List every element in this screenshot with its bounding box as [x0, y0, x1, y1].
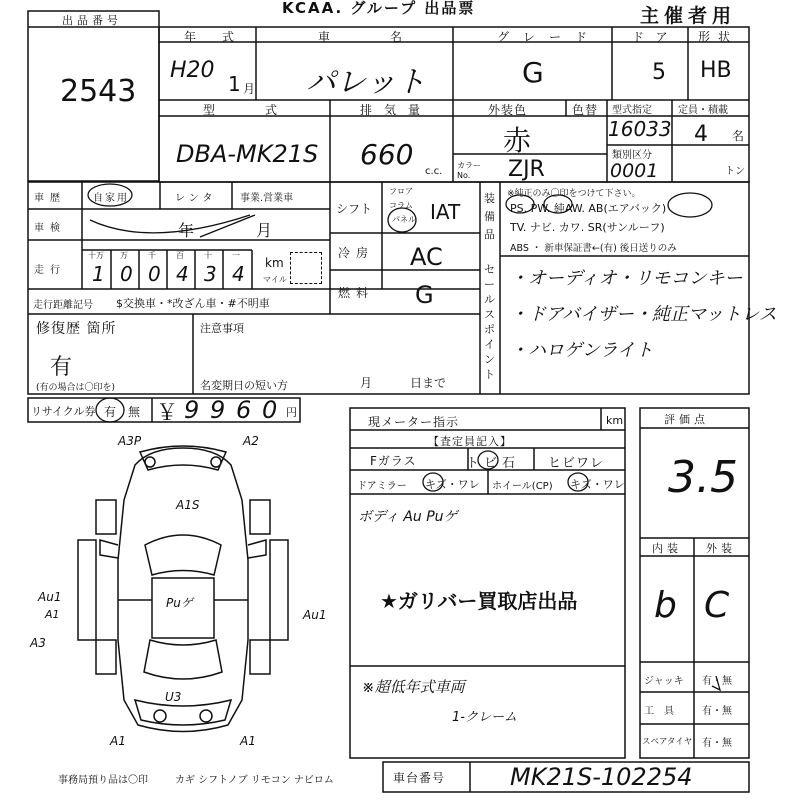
- outer-value: C: [704, 585, 730, 626]
- mileage-label: 走行: [34, 265, 66, 276]
- diagram-mark-left-au1: Au1: [38, 590, 62, 604]
- door-value: 5: [652, 60, 666, 85]
- meter-unit: km: [606, 414, 624, 427]
- spare-opts[interactable]: 有・無: [702, 738, 732, 749]
- inspector-title: 【査定員記入】: [428, 435, 512, 448]
- glass-chip: トビ石: [466, 456, 521, 471]
- shift-floor[interactable]: フロア: [389, 187, 413, 196]
- recycle-no[interactable]: 無: [128, 405, 141, 419]
- mirror-opts: キズ・ワレ: [425, 478, 480, 491]
- inner-value: b: [654, 585, 677, 626]
- mileage-unit-1: 一: [232, 251, 240, 260]
- color-no-label: カラーNo.: [457, 161, 481, 180]
- inspector-note-claim: 1-クレーム: [452, 710, 517, 725]
- diagram-mark-a2: A2: [243, 434, 259, 448]
- recycle-digit-1: 9: [210, 396, 226, 424]
- shape-value: HB: [700, 58, 732, 83]
- selling-line-1: ・オーディオ・リモコンキー: [510, 268, 743, 289]
- year-label: 年式: [184, 30, 261, 44]
- color-change-label: 色替: [572, 103, 599, 117]
- recycle-digit-2: 6: [236, 396, 252, 424]
- inspector-note-old: ※超低年式車両: [362, 678, 465, 696]
- keys-note: 事務局預り品は〇印: [58, 775, 148, 786]
- shift-column[interactable]: コラム: [389, 201, 413, 210]
- type-value: 16033: [608, 117, 672, 141]
- diagram-mark-u3: U3: [165, 690, 182, 704]
- mileage-unit-100: 百: [176, 251, 184, 260]
- inspection-month-unit: 月: [256, 221, 274, 240]
- diagram-mark-bottom-a1-right: A1: [240, 734, 256, 748]
- mileage-digit-3: 4: [176, 262, 189, 286]
- color-label: 外装色: [488, 103, 528, 117]
- mileage-unit-10: 十: [204, 251, 212, 260]
- inspection-label: 車検: [34, 223, 66, 234]
- shape-label: 形状: [698, 30, 739, 44]
- inspector-note-body: ボディ Au Puゲ: [358, 509, 458, 525]
- recycle-yen-mark: ￥: [156, 401, 179, 426]
- capacity-unit: 名: [732, 129, 746, 143]
- equipment-row3: ABS ・ 新車保証書←(有) 後日送りのみ: [510, 243, 677, 254]
- mileage-digit-0: 1: [92, 262, 105, 286]
- caution-month-unit: 月: [360, 376, 374, 390]
- class-label: 類別区分: [612, 150, 652, 161]
- mileage-unit-10k: 万: [120, 251, 128, 260]
- mirror-label: ドアミラー: [357, 481, 407, 492]
- history-business[interactable]: 事業.営業車: [240, 193, 294, 204]
- recycle-digit-0: 9: [184, 396, 200, 424]
- wheel-label: ホイール(CP): [492, 481, 553, 492]
- selling-line-3: ・ハロゲンライト: [510, 340, 654, 361]
- fuel-label: 燃料: [338, 286, 375, 300]
- diagram-mark-a1s: A1S: [176, 498, 200, 512]
- diagram-mark-left-a1: A1: [45, 608, 60, 621]
- spare-label: スペアタイヤ: [642, 737, 693, 747]
- mileage-note-label: 走行距離記号: [33, 300, 93, 311]
- gulliver-stamp: ★ガリバー買取店出品: [380, 589, 578, 613]
- color-value: 赤: [503, 124, 532, 157]
- tool-label: 工具: [644, 706, 684, 717]
- organizer-label: 主催者用: [640, 5, 737, 27]
- chassis-label: 車台番号: [393, 771, 446, 785]
- shift-label: シフト: [336, 202, 373, 216]
- year-value: H20: [170, 58, 215, 83]
- glass-label: Fガラス: [370, 454, 417, 468]
- lot-label: 出品番号: [62, 14, 122, 27]
- form-title: KCAA. グループ 出品票: [282, 0, 476, 17]
- glass-crack: ヒビワレ: [548, 456, 605, 471]
- cc-value: 660: [360, 138, 414, 171]
- caution-label: 注意事項: [200, 322, 244, 335]
- inner-label: 内装: [652, 542, 682, 555]
- diagram-mark-bottom-a1-left: A1: [110, 734, 126, 748]
- mileage-digit-2: 0: [148, 262, 161, 286]
- jack-opts[interactable]: 有・無: [702, 676, 732, 687]
- repair-value: 有: [50, 355, 73, 380]
- diagram-mark-roof: Puゲ: [166, 596, 193, 610]
- car-name-value: パレット: [306, 65, 426, 100]
- key-items: カギ シフトノブ リモコン ナビロム: [175, 775, 334, 786]
- wheel-opts: キズ・ワレ: [570, 478, 625, 491]
- fuel-value: G: [415, 281, 434, 309]
- diagram-mark-right-au1: Au1: [303, 608, 327, 622]
- chassis-value: MK21S-102254: [510, 763, 693, 791]
- shift-value: IAT: [430, 200, 461, 224]
- grade-value: G: [522, 56, 544, 89]
- recycle-yes[interactable]: 有: [104, 405, 117, 419]
- recycle-yen-unit: 円: [286, 406, 297, 419]
- capacity-value: 4: [694, 122, 708, 147]
- mileage-digit-4: 3: [204, 262, 217, 286]
- repair-label: 修復歴 箇所: [36, 321, 117, 337]
- recycle-label: リサイクル券: [31, 405, 96, 418]
- selling-side-label: セールスポイント: [484, 263, 495, 381]
- mileage-digit-5: 4: [232, 262, 245, 286]
- ton-unit: トン: [725, 166, 745, 177]
- mileage-digit-1: 0: [120, 262, 133, 286]
- mileage-mile-label: マイル: [263, 275, 287, 284]
- meter-label: 現メーター指示: [368, 415, 460, 429]
- car-name-label: 車名: [318, 30, 463, 44]
- caution-day-unit: 日まで: [410, 376, 447, 390]
- mileage-unit-1k: 千: [148, 251, 156, 260]
- model-label: 型式: [203, 103, 328, 117]
- mileage-digits: [82, 250, 252, 289]
- lot-number: 2543: [60, 74, 137, 109]
- outer-label: 外装: [706, 542, 736, 555]
- equipment-note: ※純正のみ〇印をつけて下さい。: [507, 189, 641, 199]
- score-label: 評価点: [664, 413, 709, 426]
- inspection-year-unit: 年: [178, 221, 196, 240]
- class-value: 0001: [610, 160, 659, 182]
- diagram-mark-left-a3: A3: [30, 636, 46, 650]
- type-label: 型式指定: [612, 105, 652, 116]
- color-no-value: ZJR: [508, 157, 545, 182]
- shift-panel[interactable]: パネル: [392, 215, 416, 224]
- tool-opts[interactable]: 有・無: [702, 706, 732, 717]
- equipment-side-label: 装備品: [484, 192, 495, 241]
- month-unit: 月: [243, 82, 257, 96]
- diagram-mark-a3p: A3P: [118, 434, 142, 448]
- repair-note: (有の場合は〇印を): [36, 383, 116, 393]
- history-private[interactable]: 自家用: [93, 193, 129, 204]
- mileage-km-label: km: [265, 256, 284, 270]
- jack-label: ジャッキ: [644, 676, 684, 687]
- score-value: 3.5: [668, 452, 738, 503]
- mileage-unit-100k: 十万: [88, 251, 104, 260]
- mileage-check-box[interactable]: [290, 252, 322, 284]
- cc-label: 排気量: [360, 103, 433, 117]
- equipment-row1: PS. PW. 純AW. AB(エアバック): [510, 202, 667, 215]
- aircon-label: 冷房: [338, 246, 375, 260]
- door-label: ドア: [632, 30, 680, 44]
- equipment-row2: TV. ナビ. カワ. SR(サンルーフ): [510, 221, 665, 234]
- history-label: 車歴: [34, 193, 66, 204]
- history-rental[interactable]: レンタ: [175, 193, 217, 204]
- capacity-label: 定員・積載: [678, 105, 728, 116]
- car-diagram: [78, 446, 288, 732]
- mileage-note-text: $交換車・*改ざん車・#不明車: [116, 297, 270, 310]
- grade-label: グレード: [497, 30, 602, 44]
- caution-short-label: 名変期日の短い方: [200, 379, 288, 392]
- recycle-digit-3: 0: [262, 396, 278, 424]
- model-value: DBA-MK21S: [176, 140, 319, 168]
- selling-line-2: ・ドアバイザー・純正マットレス: [510, 304, 777, 325]
- aircon-value: AC: [410, 243, 443, 271]
- month-value: 1: [228, 72, 241, 96]
- cc-unit: c.c.: [425, 166, 443, 177]
